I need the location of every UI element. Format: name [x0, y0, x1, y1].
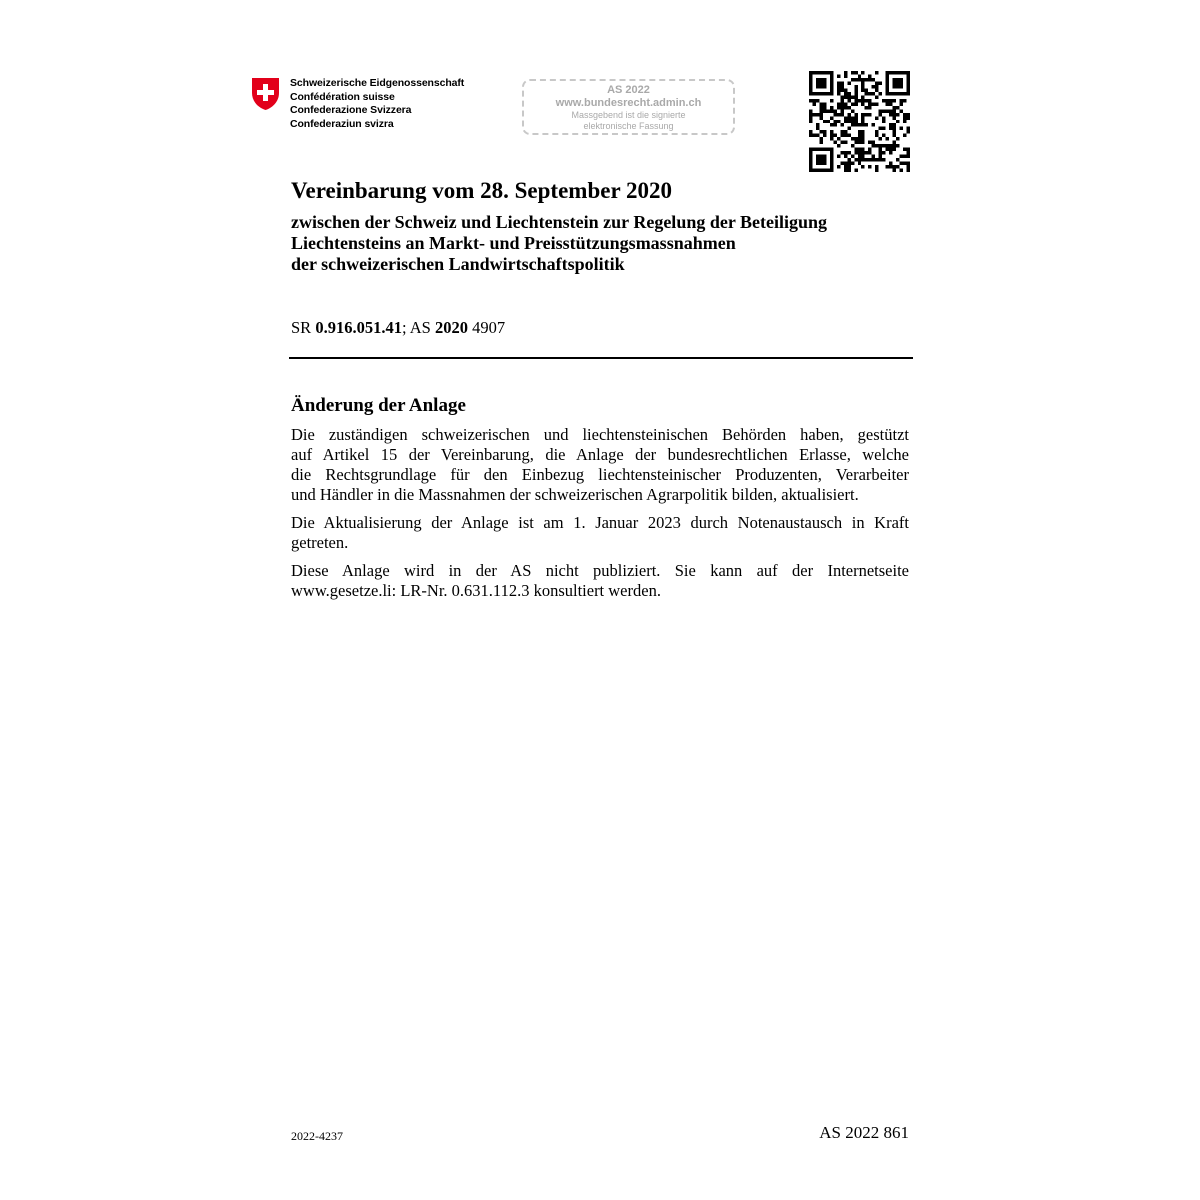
text-line: und Händler in die Massnahmen der schweizerischen Agrarpolitik bilden, aktualisiert.: [291, 485, 859, 504]
stamp-line-3: Massgebend ist die signierte: [571, 110, 686, 120]
paragraph: [291, 425, 909, 505]
federal-names: [290, 77, 464, 131]
federal-name-it: Confederazione Svizzera: [290, 104, 412, 116]
swiss-cross-shield-icon: [251, 77, 280, 111]
text-line: getreten.: [291, 533, 349, 552]
federal-logo: [251, 77, 464, 131]
document-subtitle: [291, 212, 827, 275]
stamp-line-1: AS 2022: [607, 84, 650, 96]
text-line: die Rechtsgrundlage für den Einbezug liechtensteinischer Produzenten, Verarbeiter: [291, 465, 909, 484]
as-page-reference: AS 2022 861: [819, 1123, 909, 1142]
paragraph: [291, 561, 909, 601]
federal-name-fr: Confédération suisse: [290, 90, 395, 103]
paragraph: [291, 513, 909, 553]
as-page: 4907: [467, 318, 506, 337]
document-number: 2022-4237: [291, 1129, 343, 1143]
document-title: Vereinbarung vom 28. September 2020: [291, 178, 672, 203]
text-line: auf Artikel 15 der Vereinbarung, die Anlage der bundesrechtlichen Erlasse, welche: [291, 445, 909, 464]
federal-name-rm: Confederaziun svizra: [290, 117, 394, 130]
as-separator: ; AS: [401, 318, 435, 337]
as-year: 2020: [434, 318, 468, 337]
text-line: Die Aktualisierung der Anlage ist am 1. Januar 2023 durch Notenaustausch in Kraft: [291, 513, 909, 532]
sr-number: 0.916.051.41: [315, 318, 402, 337]
stamp-line-2: www.bundesrecht.admin.ch: [555, 97, 702, 109]
sr-reference: [291, 318, 505, 338]
section-heading: Änderung der Anlage: [291, 395, 466, 416]
text-line: Diese Anlage wird in der AS nicht publiziert. Sie kann auf der Internetseite: [291, 561, 909, 580]
federal-name-de: Schweizerische Eidgenossenschaft: [290, 77, 465, 89]
qr-code-icon: [809, 71, 910, 172]
horizontal-divider: [289, 357, 913, 359]
subtitle-line: der schweizerischen Landwirtschaftspolitik: [291, 254, 625, 274]
body-text: [291, 425, 909, 609]
text-line: www.gesetze.li: LR-Nr. 0.631.112.3 konsultiert werden.: [291, 581, 661, 600]
subtitle-line: Liechtensteins an Markt- und Preisstützungsmassnahmen: [291, 233, 736, 253]
text-line: Die zuständigen schweizerischen und liechtensteinischen Behörden haben, gestützt: [291, 425, 909, 444]
publication-stamp: [522, 79, 735, 135]
stamp-line-4: elektronische Fassung: [583, 121, 674, 131]
subtitle-line: zwischen der Schweiz und Liechtenstein zur Regelung der Beteiligung: [291, 212, 828, 232]
sr-prefix: SR: [291, 318, 316, 337]
